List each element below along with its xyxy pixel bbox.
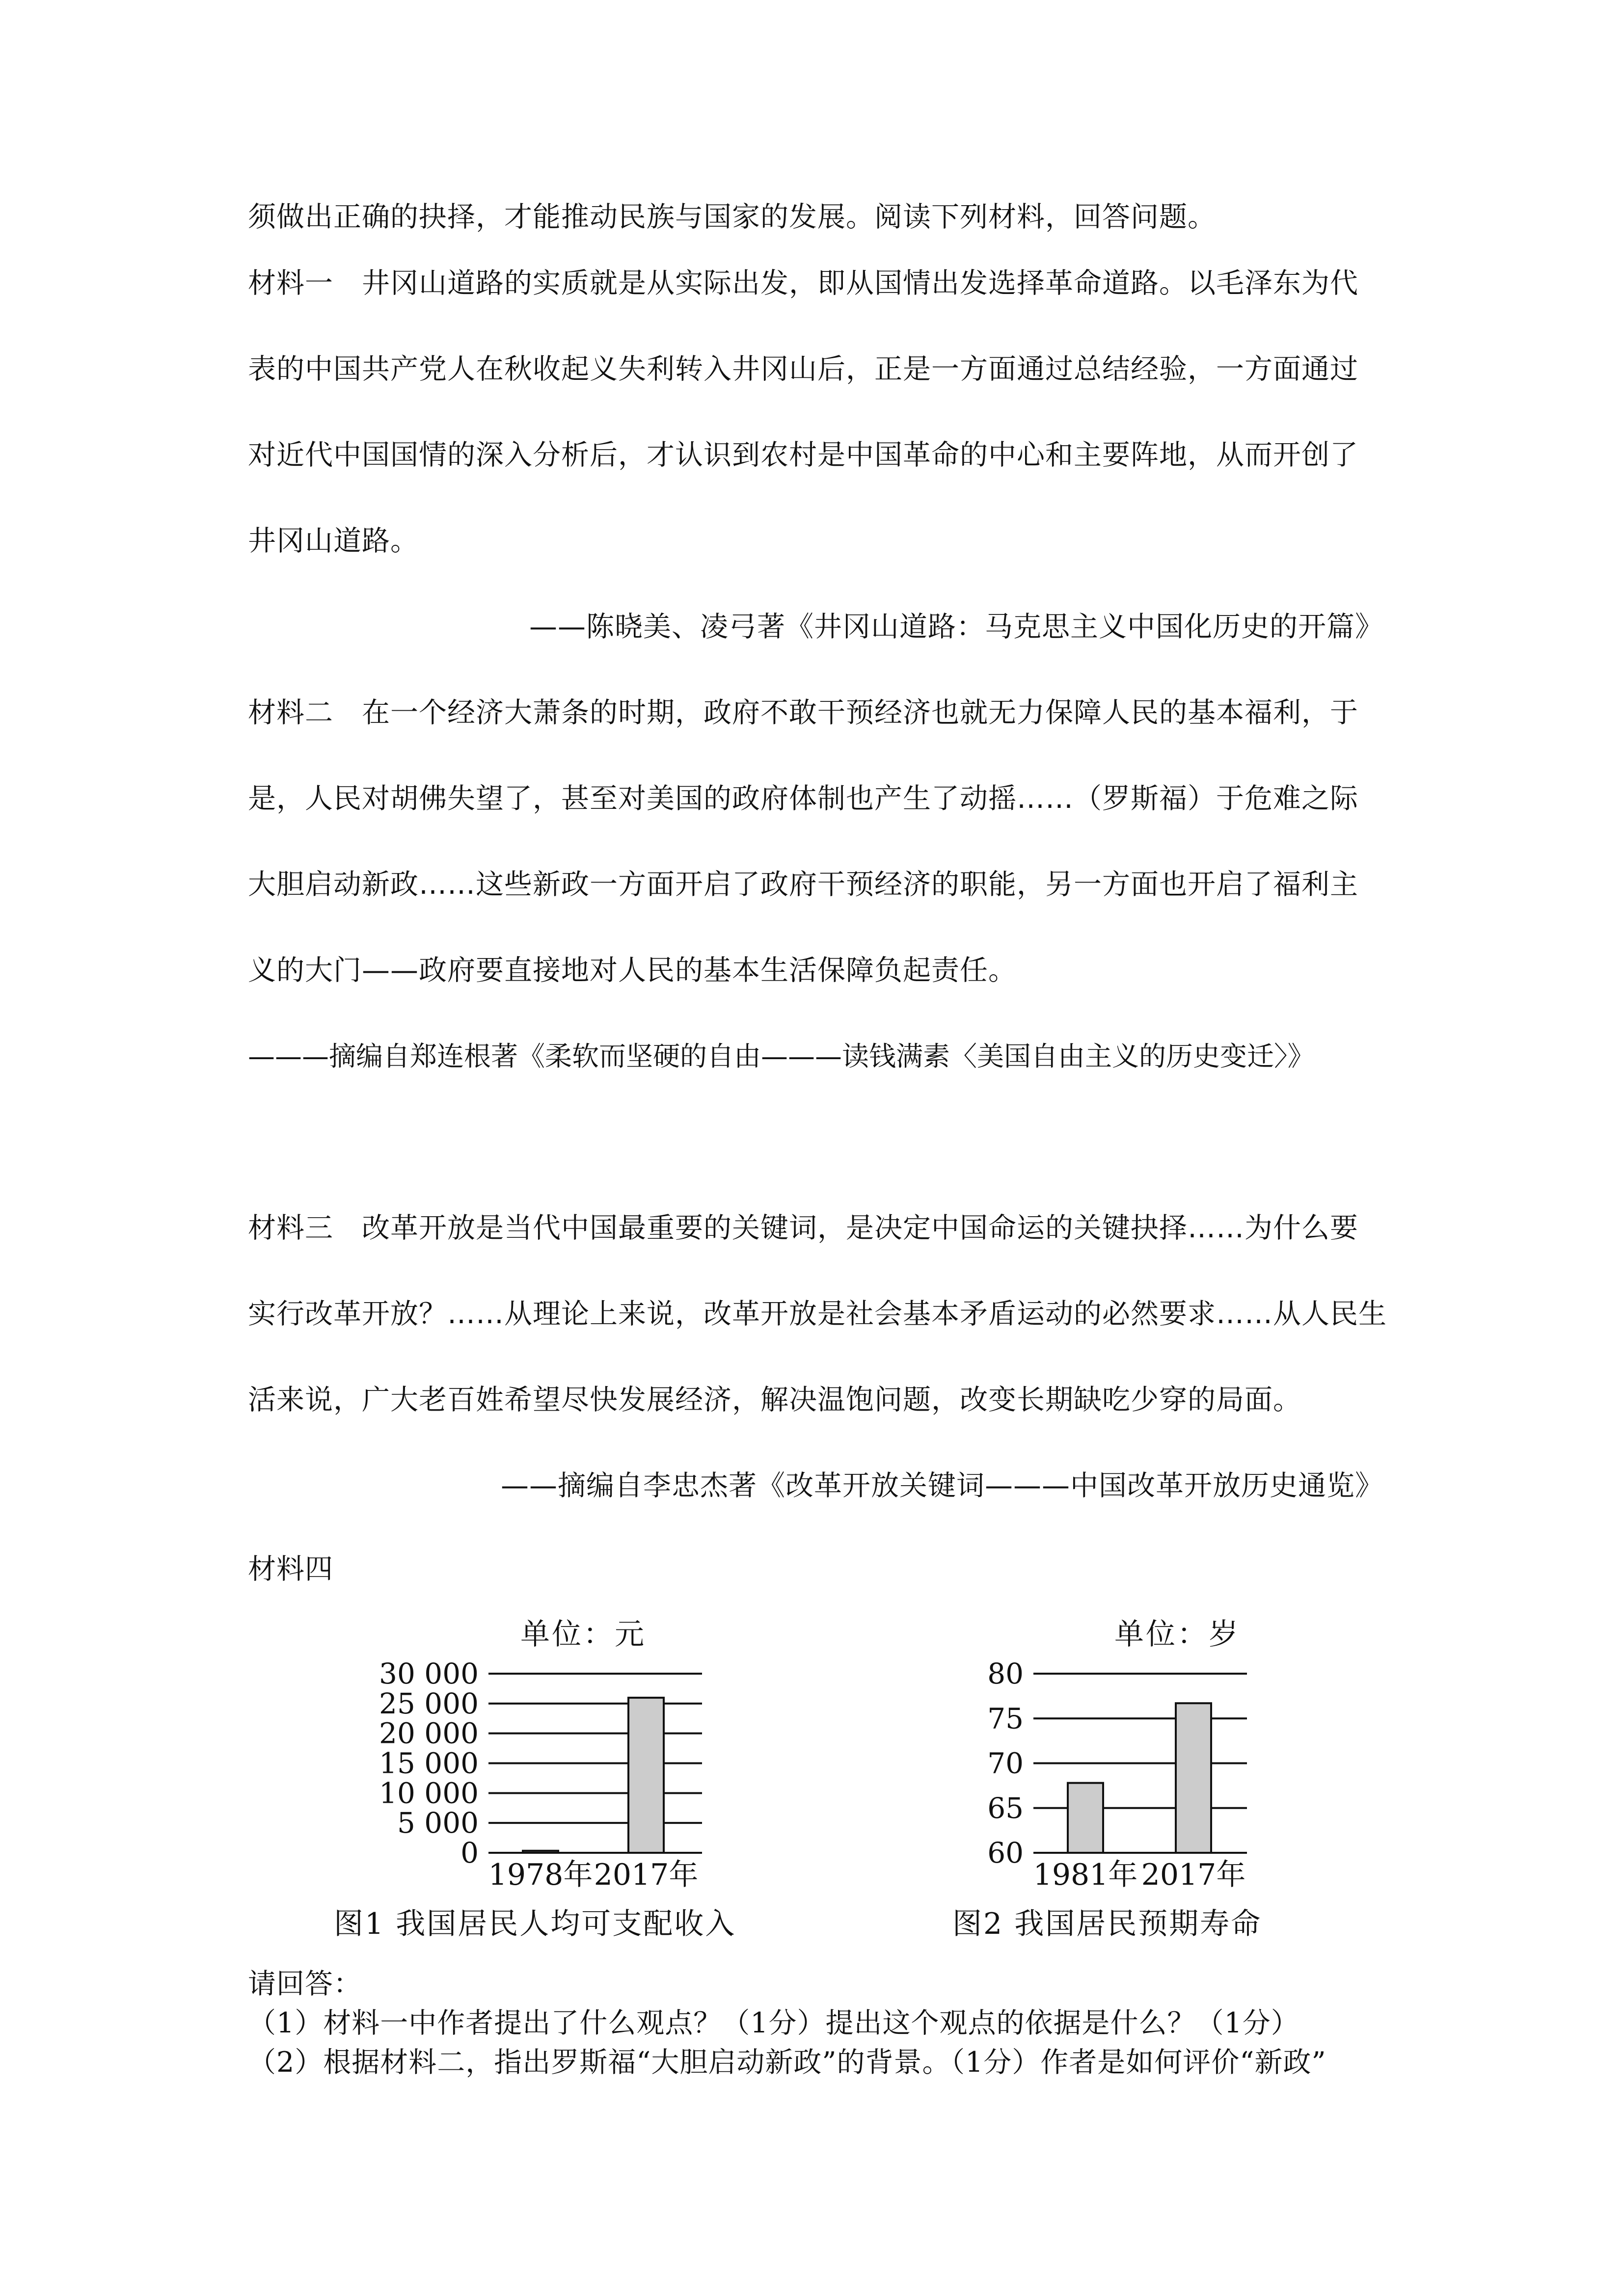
y-tick-label: 0 bbox=[460, 1836, 479, 1869]
chart-income-svg bbox=[314, 1610, 854, 1953]
chart-caption: 图1 我国居民人均可支配收入 bbox=[334, 1907, 736, 1941]
y-tick-label: 60 bbox=[987, 1836, 1024, 1869]
y-tick-label: 5 000 bbox=[397, 1806, 479, 1840]
bar-1981年 bbox=[1068, 1783, 1103, 1853]
material4-label: 材料四 bbox=[248, 1553, 333, 1585]
chart-life-expectancy bbox=[933, 1610, 1424, 1953]
bar-1978年 bbox=[523, 1851, 558, 1853]
chart-unit-label: 单位：岁 bbox=[1114, 1617, 1240, 1652]
y-tick-label: 70 bbox=[987, 1746, 1024, 1780]
questions-prompt: 请回答： bbox=[248, 1968, 362, 2000]
material1-line-1: 材料一 井冈山道路的实质就是从实际出发，即从国情出发选择革命道路。以毛泽东为代 bbox=[248, 267, 1358, 299]
material1-line-2: 表的中国共产党人在秋收起义失利转入井冈山后，正是一方面通过总结经验，一方面通过 bbox=[248, 353, 1358, 385]
material1-source: ——陈晓美、凌弓著《井冈山道路：马克思主义中国化历史的开篇》 bbox=[529, 611, 1383, 643]
material2-source: ———摘编自郑连根著《柔软而坚硬的自由———读钱满素〈美国自由主义的历史变迁〉》 bbox=[248, 1041, 1315, 1072]
chart-income bbox=[314, 1610, 854, 1953]
material2-line-4: 义的大门——政府要直接地对人民的基本生活保障负起责任。 bbox=[248, 954, 1017, 987]
x-tick-label: 2017年 bbox=[1141, 1858, 1246, 1892]
material2-line-3: 大胆启动新政……这些新政一方面开启了政府干预经济的职能，另一方面也开启了福利主 bbox=[248, 868, 1358, 901]
intro-text: 须做出正确的抉择，才能推动民族与国家的发展。阅读下列材料，回答问题。 bbox=[248, 201, 1216, 233]
y-tick-label: 75 bbox=[987, 1702, 1024, 1735]
x-tick-label: 1981年 bbox=[1033, 1858, 1138, 1892]
y-tick-label: 80 bbox=[987, 1657, 1024, 1690]
question-1: （1）材料一中作者提出了什么观点？（1分）提出这个观点的依据是什么？（1分） bbox=[248, 2007, 1299, 2039]
material3-source: ——摘编自李忠杰著《改革开放关键词———中国改革开放历史通览》 bbox=[501, 1469, 1383, 1502]
y-tick-label: 20 000 bbox=[379, 1716, 479, 1750]
material1-line-4: 井冈山道路。 bbox=[248, 525, 419, 557]
y-tick-label: 30 000 bbox=[379, 1657, 479, 1690]
x-tick-label: 2017年 bbox=[594, 1858, 699, 1892]
material1-line-3: 对近代中国国情的深入分析后，才认识到农村是中国革命的中心和主要阵地，从而开创了 bbox=[248, 439, 1358, 471]
bar-2017年 bbox=[1176, 1703, 1211, 1853]
material2-line-1: 材料二 在一个经济大萧条的时期，政府不敢干预经济也就无力保障人民的基本福利，于 bbox=[248, 696, 1358, 729]
y-tick-label: 25 000 bbox=[379, 1686, 479, 1720]
material2-line-2: 是，人民对胡佛失望了，甚至对美国的政府体制也产生了动摇……（罗斯福）于危难之际 bbox=[248, 782, 1358, 815]
bar-2017年 bbox=[628, 1698, 664, 1853]
material3-line-2: 实行改革开放？……从理论上来说，改革开放是社会基本矛盾运动的必然要求……从人民生 bbox=[248, 1298, 1387, 1330]
y-tick-label: 10 000 bbox=[379, 1776, 479, 1810]
x-tick-label: 1978年 bbox=[488, 1858, 593, 1892]
y-tick-label: 15 000 bbox=[379, 1746, 479, 1780]
chart-life-expectancy-svg bbox=[933, 1610, 1424, 1953]
chart-unit-label: 单位：元 bbox=[520, 1617, 646, 1652]
y-tick-label: 65 bbox=[987, 1791, 1024, 1825]
material3-line-3: 活来说，广大老百姓希望尽快发展经济，解决温饱问题，改变长期缺吃少穿的局面。 bbox=[248, 1384, 1301, 1416]
chart-caption: 图2 我国居民预期寿命 bbox=[952, 1907, 1262, 1941]
question-2: （2）根据材料二，指出罗斯福“大胆启动新政”的背景。（1分）作者是如何评价“新政” bbox=[248, 2046, 1326, 2079]
material3-line-1: 材料三 改革开放是当代中国最重要的关键词，是决定中国命运的关键抉择……为什么要 bbox=[248, 1212, 1358, 1244]
